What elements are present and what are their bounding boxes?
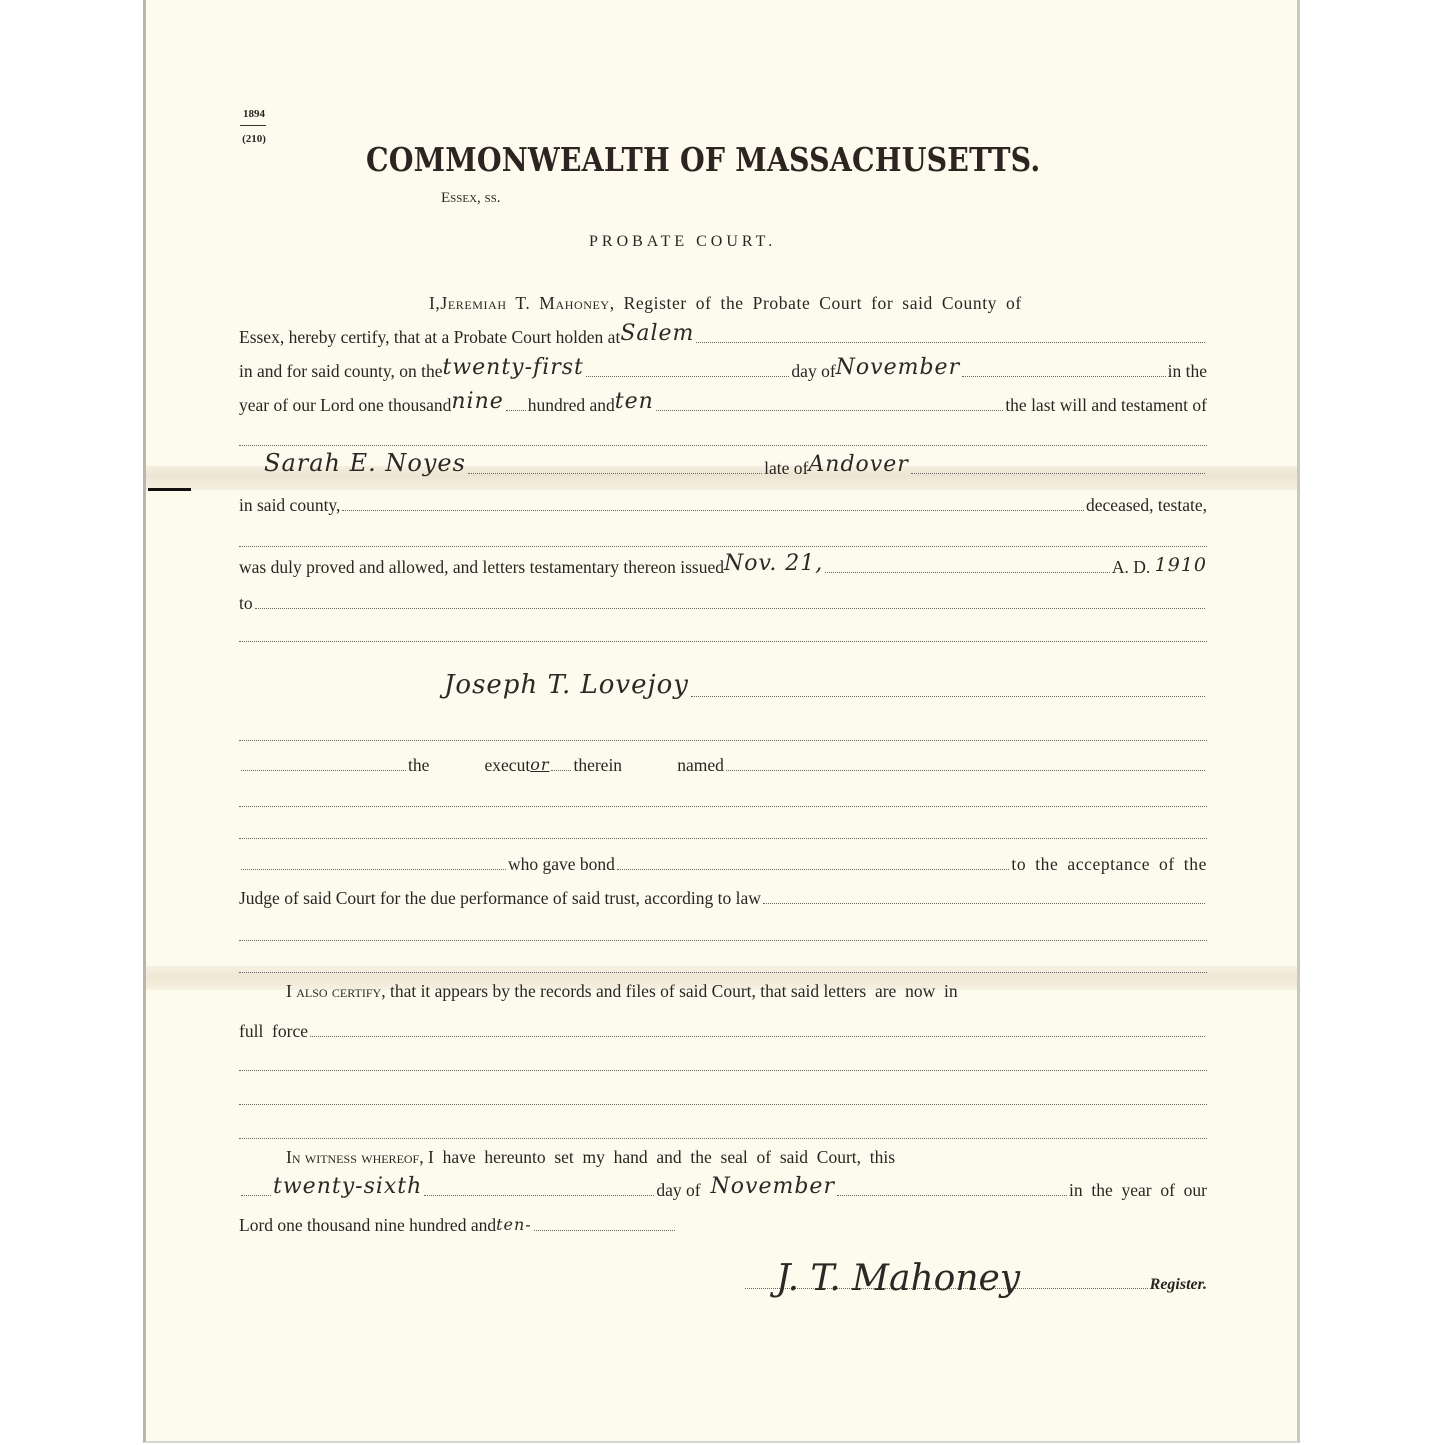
certificate-page — [143, 0, 1300, 1443]
full-force-line: full force — [239, 1018, 1207, 1042]
register-name: Jeremiah T. Mahoney — [440, 293, 610, 313]
issued-date-field: Nov. 21, — [724, 551, 824, 576]
court-year-hundreds-field: nine — [451, 389, 504, 414]
decedent-name-field: Sarah E. Noyes — [264, 449, 466, 477]
also-certify-line: I also certify , that it appears by the records and files of said Court, that said letters are now in — [286, 981, 958, 1001]
form-number: 1894 — [243, 108, 265, 120]
register-signature: J. T. Mahoney — [776, 1258, 1021, 1299]
blank-line — [239, 972, 1207, 973]
letters-issued-line: was duly proved and allowed, and letters testamentary thereon issued Nov. 21, A. D. 1910 — [239, 551, 1207, 577]
witness-line: In witness whereof , I have hereunto set my hand and the seal of said Court, this — [286, 1147, 896, 1167]
holden-at-line: Essex, hereby certify, that at a Probate Court holden at Salem — [239, 324, 1207, 348]
court-month-field: November — [835, 355, 961, 380]
blank-line — [239, 1104, 1207, 1105]
executor-suffix-field: or — [530, 755, 550, 774]
blank-line — [239, 641, 1207, 642]
executor-line: the execut or therein named — [239, 752, 1207, 776]
court-heading: PROBATE COURT. — [589, 233, 777, 250]
executor-name-field: Joseph T. Lovejoy — [444, 670, 689, 700]
blank-line — [239, 1070, 1207, 1071]
blank-line — [239, 445, 1207, 446]
blank-line — [239, 740, 1207, 741]
late-of-field: Andover — [808, 452, 909, 477]
witness-day-field: twenty-sixth — [273, 1174, 423, 1199]
blank-line — [239, 546, 1207, 547]
judge-line: Judge of said Court for the due performance of said trust, according to law — [239, 885, 1207, 909]
form-subnumber: (210) — [242, 133, 266, 145]
deceased-line: in said county, deceased, testate, — [239, 495, 1207, 515]
witness-year-line: Lord one thousand nine hundred and ten- — [239, 1212, 677, 1236]
court-date-line: in and for said county, on the twenty-first day of November in the — [239, 355, 1208, 381]
form-number-rule — [240, 125, 266, 126]
fold-mark — [148, 488, 191, 491]
also-certify-lead: I also certify — [286, 981, 382, 1001]
court-year-line: year of our Lord one thousand nine hundred and ten the last will and testament of — [239, 389, 1207, 415]
court-year-tens-field: ten — [614, 389, 654, 414]
blank-line — [239, 1138, 1207, 1139]
decedent-line: Sarah E. Noyes late of Andover — [239, 455, 1207, 479]
bond-line: who gave bond to the acceptance of the — [239, 851, 1207, 875]
issued-year-field: 1910 — [1154, 554, 1207, 576]
to-line: to — [239, 590, 1207, 614]
witness-lead: In witness whereof — [286, 1147, 420, 1167]
witness-date-line: twenty-sixth day of November in the year of our — [239, 1177, 1207, 1201]
blank-line — [239, 806, 1207, 807]
blank-line — [239, 940, 1207, 941]
register-title: Register. — [1149, 1276, 1207, 1293]
blank-line — [239, 838, 1207, 839]
court-day-field: twenty-first — [442, 355, 584, 380]
county-label: Essex, ss. — [441, 190, 501, 206]
executor-name-line — [239, 670, 1207, 702]
holden-at-field: Salem — [620, 321, 695, 346]
intro-line: I, Jeremiah T. Mahoney , Register of the Probate Court for said County of — [429, 293, 1022, 313]
document-title: COMMONWEALTH OF MASSACHUSETTS. — [366, 140, 1041, 179]
witness-month-field: November — [710, 1174, 835, 1199]
witness-year-field: ten- — [496, 1215, 532, 1234]
